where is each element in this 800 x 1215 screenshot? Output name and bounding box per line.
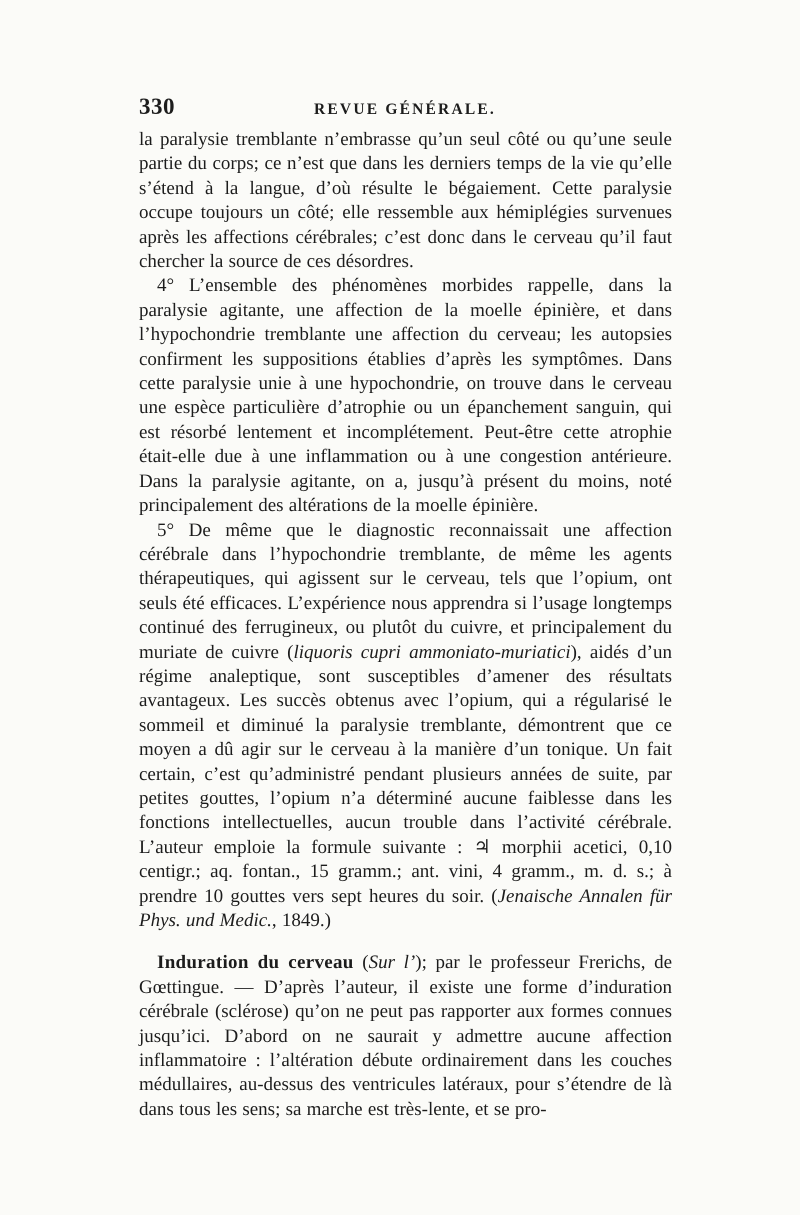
paragraph-3	[139, 519, 672, 934]
paragraph-4	[139, 951, 672, 1122]
paragraph-3-text-c: , 1849.)	[271, 910, 331, 931]
page-body	[139, 128, 672, 1122]
running-head	[139, 94, 672, 128]
paragraph-4-italic: Sur l’	[368, 952, 416, 974]
paragraph-3-text-a: 5° De même que le diagnostic reconnaissait une affection cérébrale dans l’hypochondrie tremblante, de même les agents thérapeutiques, qui agissent sur le cerveau, tels que l’opium, ont seuls été efficaces. L’expérience nous apprendra si l’usage longtemps continué des ferrugineux, ou plutôt du cuivre, et principalement du muriate de cuivre (	[139, 519, 672, 663]
section-heading: Induration du cerveau	[157, 952, 354, 974]
book-page	[139, 94, 672, 1122]
page-number: 330	[139, 94, 175, 119]
paragraph-3-latin-term: liquoris cupri ammoniato-muriatici	[293, 641, 571, 663]
paragraph-4-text: ); par le professeur Frerichs, de Gœttingue. — D’après l’auteur, il existe une forme d’induration cérébrale (sclérose) qu’on ne peut pas rapporter aux formes connues jusqu’ici. D’abord on ne saurait y admettre aucune affection inflammatoire : l’altération débute ordinairement dans les couches médullaires, au-dessus des ventricules latéraux, pour s’étendre de là dans tous les sens; sa marche est très-lente, et se pro-	[139, 952, 672, 1120]
running-title: REVUE GÉNÉRALE.	[314, 101, 496, 118]
paragraph-3-text-b: ), aidés d’un régime analeptique, sont susceptibles d’amener des résultats avantageux. Les succès obtenus avec l’opium, qui a régularisé le sommeil et diminué la paralysie tremblante, démontrent que ce moyen a dû agir sur le cerveau à la manière d’un tonique. Un fait certain, c’est qu’administré pendant plusieurs années de suite, par petites gouttes, l’opium n’a déterminé aucune faiblesse dans les fonctions intellectuelles, aucun trouble dans l’activité cérébrale. L’auteur emploie la formule suivante : ♃ morphii acetici, 0,10 centigr.; aq. fontan., 15 gramm.; ant. vini, 4 gramm., m. d. s.; à prendre 10 gouttes vers sept heures du soir. (	[139, 641, 672, 907]
paragraph-2: 4° L’ensemble des phénomènes morbides rappelle, dans la paralysie agitante, une affection de la moelle épinière, et dans l’hypochondrie tremblante une affection du cerveau; les autopsies confirment les suppositions établies d’après les symptômes. Dans cette paralysie unie à une hypochondrie, on trouve dans le cerveau une espèce particulière d’atrophie ou un épanchement sanguin, qui est résorbé lentement et incomplétement. Peut-être cette atrophie était-elle due à une inflammation ou à une congestion antérieure. Dans la paralysie agitante, on a, jusqu’à présent du moins, noté principalement des altérations de la moelle épinière.	[139, 275, 672, 517]
paragraph-3-citation: Jenaische Annalen für Phys. und Medic.	[139, 885, 672, 931]
paragraph-1: la paralysie tremblante n’embrasse qu’un seul côté ou qu’une seule partie du corps; ce n’est que dans les derniers temps de la vie qu’elle s’étend à la langue, d’où résulte le bégaiement. Cette paralysie occupe toujours un côté; elle ressemble aux hémiplégies survenues après les affections cérébrales; c’est donc dans le cerveau qu’il faut chercher la source de ces désordres.	[139, 129, 672, 273]
paragraph-4-open: (	[353, 952, 369, 974]
